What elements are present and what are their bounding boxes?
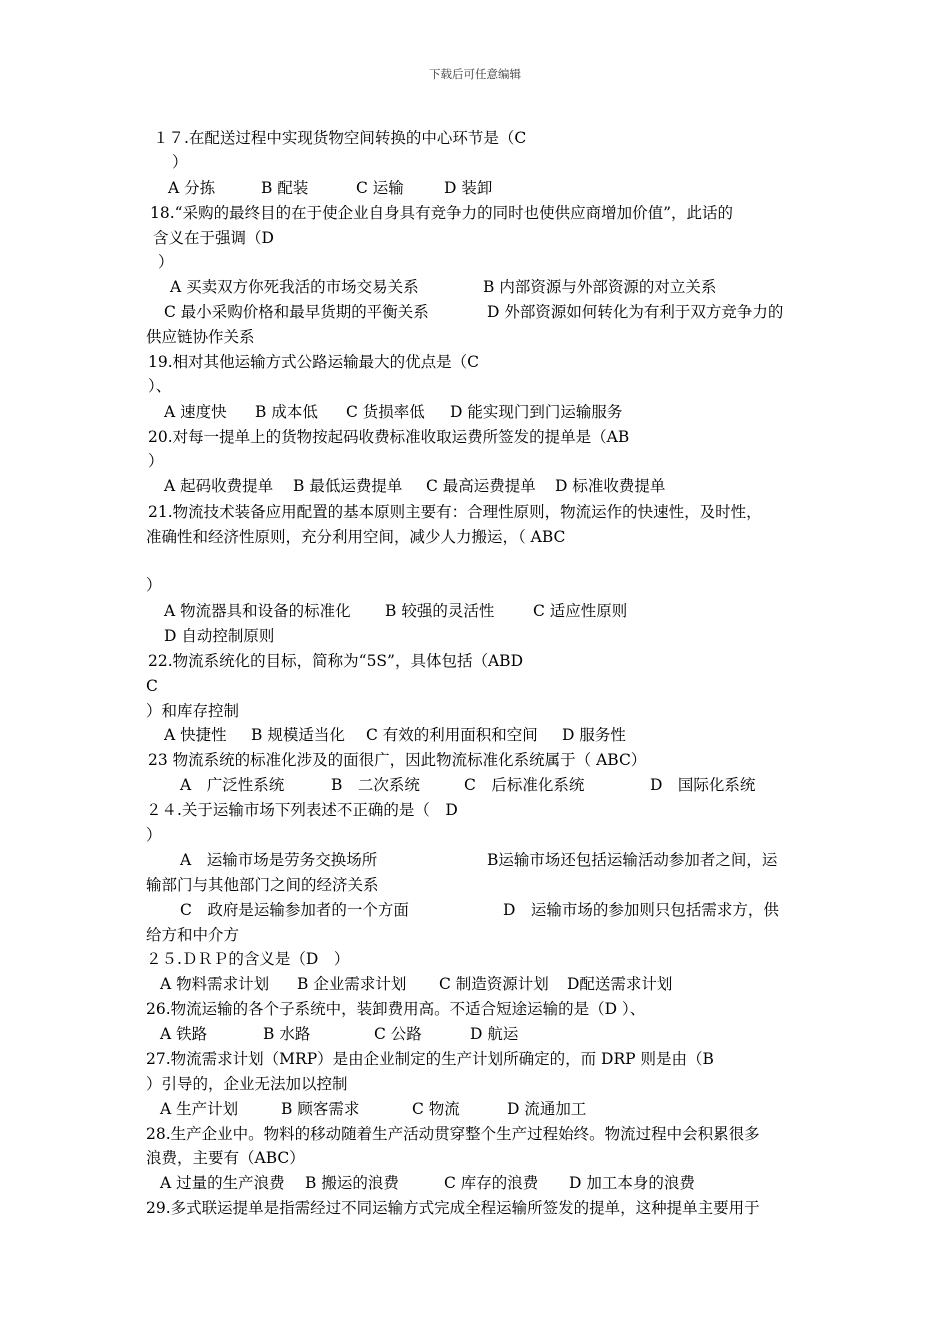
option-item: B 水路 — [263, 1025, 311, 1043]
text-line: C — [146, 677, 158, 695]
option-item: B 搬运的浪费 — [305, 1174, 399, 1192]
option-item: A 速度快 — [164, 403, 227, 421]
option-item: C 货损率低 — [346, 403, 425, 421]
text-line: D 自动控制原则 — [164, 627, 275, 645]
text-line: 18.“采购的最终目的在于使企业自身具有竞争力的同时也使供应商增加价值”，此话的 — [150, 204, 734, 222]
text-line: 浪费，主要有（ABC） — [146, 1149, 305, 1167]
option-item: A 生产计划 — [160, 1100, 239, 1118]
text-line: 27.物流需求计划（MRP）是由企业制定的生产计划所确定的，而 DRP 则是由（B — [146, 1050, 714, 1068]
text-line: １７.在配送过程中实现货物空间转换的中心环节是（C — [153, 129, 527, 147]
text-line: ）和库存控制 — [146, 702, 240, 720]
text-line: ） — [158, 253, 174, 271]
option-item: B 成本低 — [255, 403, 318, 421]
option-item: A 运输市场是劳务交换场所 — [180, 851, 378, 869]
page-header: 下载后可任意编辑 — [429, 67, 521, 81]
option-item: B运输市场还包括运输活动参加者之间，运 — [487, 851, 778, 869]
option-item: C 库存的浪费 — [444, 1174, 539, 1192]
text-line: ） — [148, 452, 164, 470]
option-item: D 装卸 — [444, 179, 493, 197]
option-item: D 运输市场的参加则只包括需求方，供 — [503, 901, 779, 919]
text-line: 19.相对其他运输方式公路运输最大的优点是（C — [148, 353, 480, 371]
option-item: B 内部资源与外部资源的对立关系 — [483, 278, 717, 296]
option-item: D配送需求计划 — [567, 975, 673, 993]
text-line: 29.多式联运提单是指需经过不同运输方式完成全程运输所签发的提单，这种提单主要用于 — [146, 1199, 760, 1217]
text-line: 供应链协作关系 — [146, 328, 255, 346]
option-item: D 国际化系统 — [650, 776, 756, 794]
text-line: 28.生产企业中。物料的移动随着生产活动贯穿整个生产过程始终。物流过程中会积累很多 — [146, 1125, 760, 1143]
text-line: ２５.ＤＲＰ的含义是（D ） — [146, 950, 350, 968]
option-item: D 航运 — [470, 1025, 519, 1043]
text-line: 20.对每一提单上的货物按起码收费标准收取运费所签发的提单是（AB — [148, 428, 630, 446]
option-item: A 起码收费提单 — [164, 477, 274, 495]
option-item: B 二次系统 — [331, 776, 420, 794]
option-item: D 流通加工 — [507, 1100, 587, 1118]
option-item: B 较强的灵活性 — [385, 602, 495, 620]
option-item: C 最高运费提单 — [426, 477, 536, 495]
option-item: B 最低运费提单 — [293, 477, 403, 495]
option-item: C 后标准化系统 — [464, 776, 585, 794]
text-line: 26.物流运输的各个子系统中，装卸费用高。不适合短途运输的是（D ）、 — [146, 1000, 646, 1018]
text-line: ２４.关于运输市场下列表述不正确的是（ D — [146, 801, 458, 819]
option-item: C 制造资源计划 — [439, 975, 549, 993]
option-item: A 买卖双方你死我活的市场交易关系 — [170, 278, 419, 296]
text-line: ） — [172, 153, 188, 171]
option-item: B 企业需求计划 — [297, 975, 407, 993]
text-line: ）、 — [148, 377, 172, 395]
option-item: C 公路 — [374, 1025, 422, 1043]
text-line: ）引导的，企业无法加以控制 — [146, 1075, 348, 1093]
option-item: D 能实现门到门运输服务 — [450, 403, 623, 421]
option-item: B 配装 — [261, 179, 309, 197]
text-line: 含义在于强调（D — [153, 229, 274, 247]
option-item: C 物流 — [412, 1100, 460, 1118]
option-item: C 政府是运输参加者的一个方面 — [180, 901, 409, 919]
option-item: B 顾客需求 — [281, 1100, 360, 1118]
option-item: C 有效的利用面积和空间 — [366, 726, 538, 744]
option-item: C 运输 — [356, 179, 404, 197]
option-item: A 物料需求计划 — [160, 975, 270, 993]
option-item: D 服务性 — [562, 726, 626, 744]
text-line: 输部门与其他部门之间的经济关系 — [146, 876, 379, 894]
option-item: A 广泛性系统 — [180, 776, 285, 794]
option-item: D 外部资源如何转化为有利于双方竞争力的 — [487, 303, 784, 321]
option-item: A 快捷性 — [164, 726, 227, 744]
option-item: A 物流器具和设备的标准化 — [164, 602, 351, 620]
option-item: B 规模适当化 — [251, 726, 345, 744]
text-line: ） — [146, 826, 162, 844]
text-line: 准确性和经济性原则，充分利用空间，减少人力搬运，（ ABC — [146, 528, 566, 546]
text-line: 给方和中介方 — [146, 926, 240, 944]
option-item: C 最小采购价格和最早货期的平衡关系 — [164, 303, 429, 321]
text-line: ） — [146, 576, 162, 594]
option-item: A 铁路 — [160, 1025, 208, 1043]
option-item: D 加工本身的浪费 — [569, 1174, 695, 1192]
text-line: 21.物流技术装备应用配置的基本原则主要有：合理性原则，物流运作的快速性，及时性， — [148, 503, 762, 521]
option-item: A 过量的生产浪费 — [160, 1174, 285, 1192]
option-item: D 标准收费提单 — [555, 477, 666, 495]
option-item: C 适应性原则 — [533, 602, 628, 620]
text-line: 22.物流系统化的目标，简称为“5S”，具体包括（ABD — [148, 652, 523, 670]
option-item: A 分拣 — [168, 179, 216, 197]
text-line: 23 物流系统的标准化涉及的面很广，因此物流标准化系统属于（ ABC） — [148, 751, 647, 769]
